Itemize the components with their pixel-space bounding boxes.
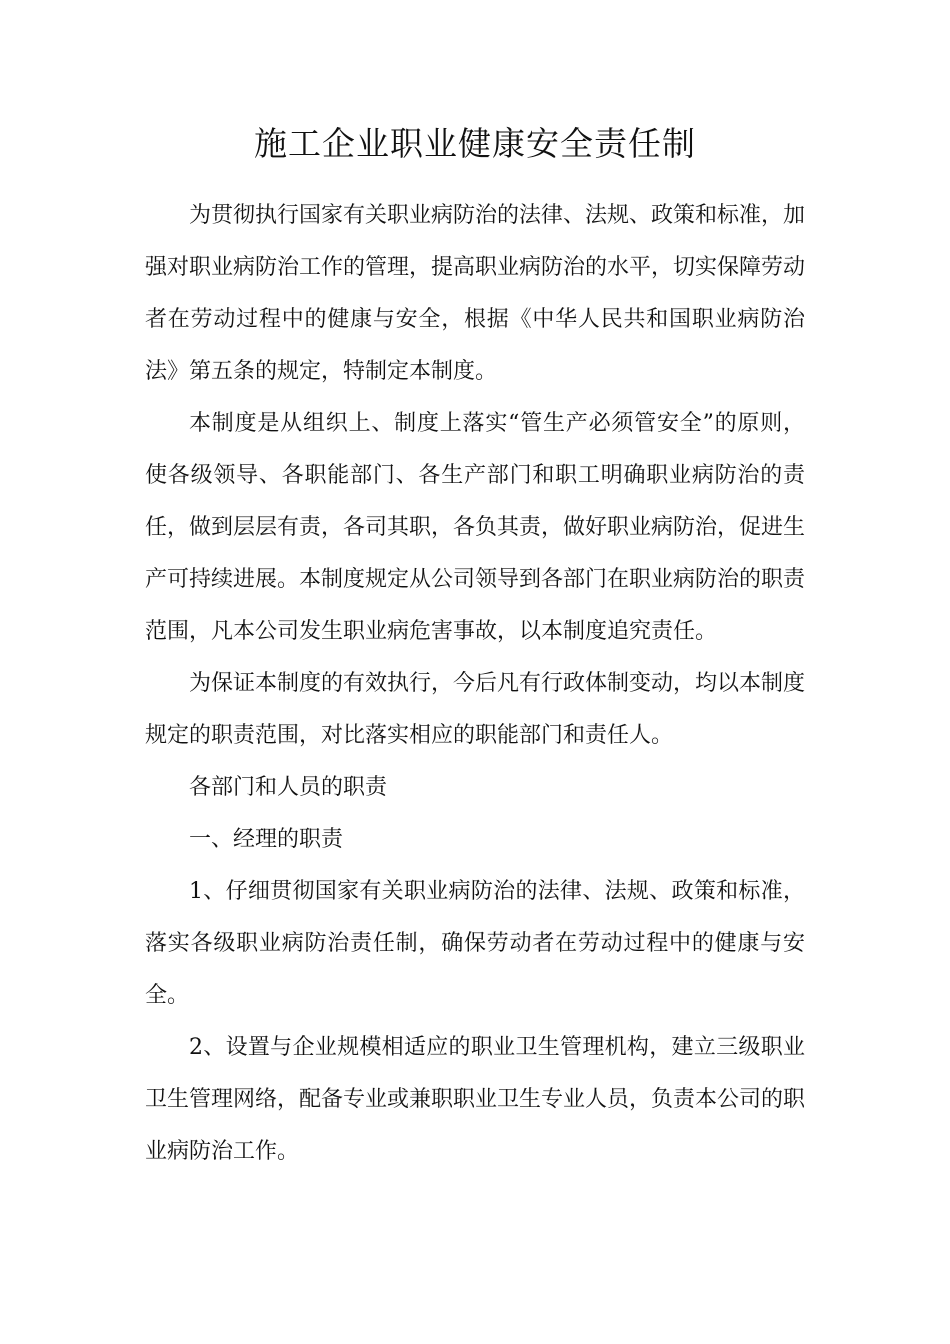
paragraph-execution: 为保证本制度的有效执行，今后凡有行政体制变动，均以本制度规定的职责范围，对比落实相应的职能部门和责任人。 xyxy=(145,671,806,748)
document-body xyxy=(145,190,805,1178)
paragraph-purpose: 为贯彻执行国家有关职业病防治的法律、法规、政策和标准，加强对职业病防治工作的管理，提高职业病防治的水平，切实保障劳动者在劳动过程中的健康与安全，根据《中华人民共和国职业病防治法》第五条的规定，特制定本制度。 xyxy=(145,203,806,384)
paragraph-principle: 本制度是从组织上、制度上落实“管生产必须管安全”的原则，使各级领导、各职能部门、各生产部门和职工明确职业病防治的责任，做到层层有责，各司其职，各负其责，做好职业病防治，促进生产可持续进展。本制度规定从公司领导到各部门在职业病防治的职责范围，凡本公司发生职业病危害事故，以本制度追究责任。 xyxy=(145,411,806,644)
document-title: 施工企业职业健康安全责任制 xyxy=(254,124,696,163)
list-item-2: 2、设置与企业规模相适应的职业卫生管理机构，建立三级职业卫生管理网络，配备专业或兼职职业卫生专业人员，负责本公司的职业病防治工作。 xyxy=(145,1035,806,1164)
list-item-1: 1、仔细贯彻国家有关职业病防治的法律、法规、政策和标准，落实各级职业病防治责任制，确保劳动者在劳动过程中的健康与安全。 xyxy=(145,879,805,1008)
subsection-heading-manager: 一、经理的职责 xyxy=(189,827,344,852)
section-heading-duties: 各部门和人员的职责 xyxy=(189,775,388,800)
